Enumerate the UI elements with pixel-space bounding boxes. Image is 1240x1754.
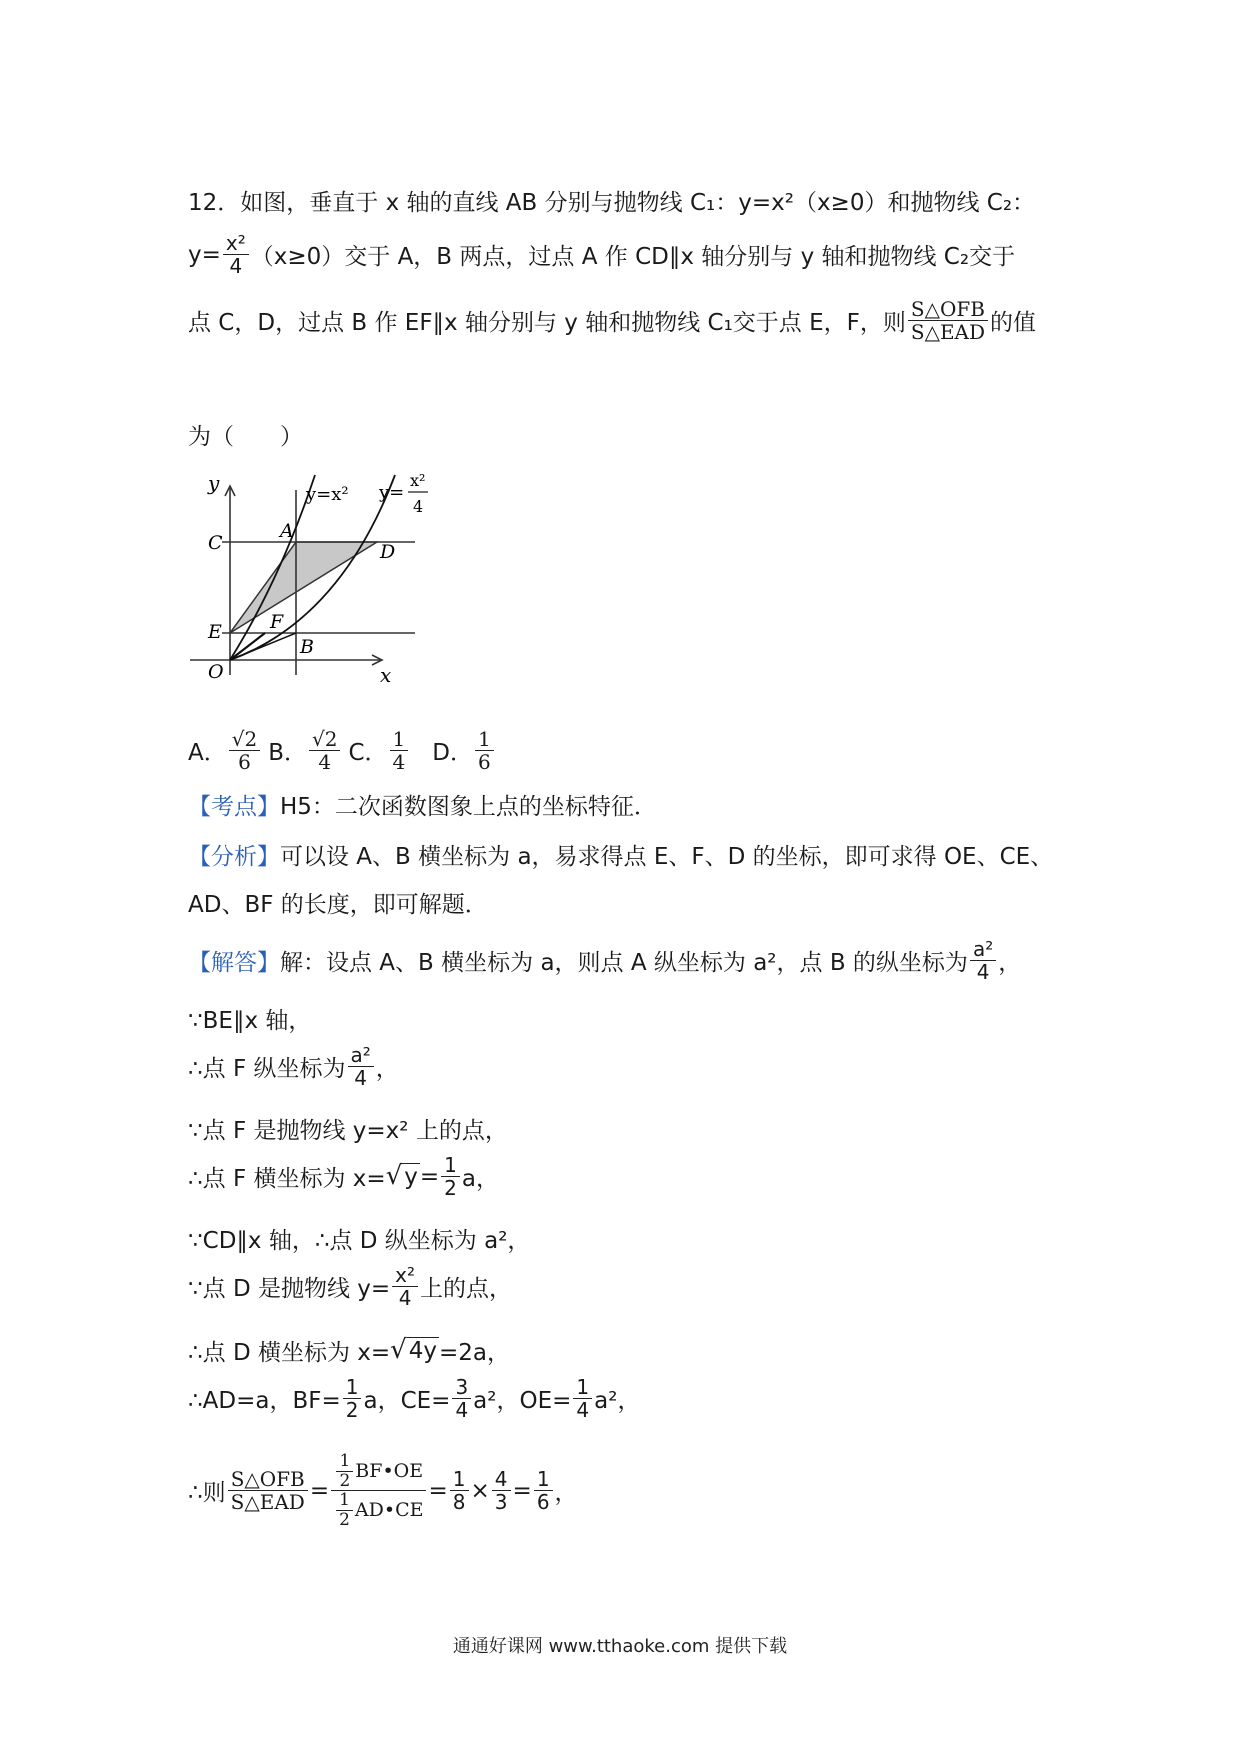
question-line-4 xyxy=(188,418,303,451)
step-7-prefix: ∴点 D 横坐标为 x= xyxy=(188,1340,391,1366)
fraction-denominator: 6 xyxy=(238,750,251,774)
times-sign: × xyxy=(470,1477,490,1504)
sqrt-radicand: 4y xyxy=(408,1338,437,1364)
step-9-eq-1: = xyxy=(309,1477,330,1504)
step-4-prefix: ∴点 F 横坐标为 x= xyxy=(188,1166,386,1192)
step-8 xyxy=(188,1376,640,1421)
fenxi-text-1: 可以设 A、B 横坐标为 a，易求得点 E、F、D 的坐标，即可求得 OE、CE、 xyxy=(280,844,1054,870)
option-c-label: C． xyxy=(348,740,388,766)
step-8-part-2: a，CE= xyxy=(363,1388,451,1414)
curve-c2-label-num: x² xyxy=(410,471,426,490)
x-axis-label: x xyxy=(380,663,392,687)
step-9-fraction-4-3 xyxy=(492,1468,511,1513)
fraction-denominator: 8 xyxy=(452,1490,466,1515)
radical-icon: √ xyxy=(385,1161,403,1191)
step-2 xyxy=(188,1044,399,1089)
fraction-numerator: 1 xyxy=(336,1452,353,1472)
fraction-numerator: x² xyxy=(392,1264,418,1287)
denominator-product: AD•CE xyxy=(354,1499,424,1522)
fenxi-text-2: AD、BF 的长度，即可解题． xyxy=(188,892,488,918)
step-2-fraction xyxy=(348,1044,374,1089)
step-9-eq-2: = xyxy=(428,1477,448,1504)
fraction-denominator: 2 xyxy=(444,1176,457,1200)
step-6-prefix: ∵点 D 是抛物线 y= xyxy=(188,1276,391,1302)
step-6-end: 上的点， xyxy=(420,1276,513,1302)
fraction-numerator: x² xyxy=(223,232,249,255)
fraction-area-ratio xyxy=(908,298,988,343)
option-d-label: D． xyxy=(432,740,473,766)
point-label-f: F xyxy=(270,611,284,633)
step-9-fraction-1-8 xyxy=(450,1468,469,1513)
jieda-end: ， xyxy=(998,950,1022,976)
option-b-label: B． xyxy=(268,740,307,766)
question-line-1 xyxy=(188,184,1035,217)
step-5 xyxy=(188,1222,530,1255)
fraction-numerator: S△OFB xyxy=(908,298,988,321)
fraction-denominator: S△EAD xyxy=(230,1490,305,1515)
step-6-fraction xyxy=(392,1264,418,1309)
step-9-fraction-1-6 xyxy=(534,1468,553,1513)
half-fraction xyxy=(336,1491,353,1529)
step-9 xyxy=(188,1452,578,1530)
options-row xyxy=(188,728,496,773)
kaodian-tag: 【考点】 xyxy=(188,794,280,820)
fraction-denominator: 2 xyxy=(339,1470,351,1491)
option-a-label: A． xyxy=(188,740,227,766)
fraction-denominator: 3 xyxy=(494,1490,508,1515)
point-label-c: C xyxy=(208,532,223,554)
step-8-fraction-3 xyxy=(573,1376,592,1421)
fraction-numerator: 1 xyxy=(441,1154,460,1177)
kaodian-text: H5：二次函数图象上点的坐标特征． xyxy=(280,794,657,820)
fenxi-line-2 xyxy=(188,886,488,919)
fraction-numerator: 1 xyxy=(475,728,494,751)
fraction-denominator: 4 xyxy=(229,254,243,278)
question-line-2 xyxy=(188,232,1015,277)
fraction-denominator: 4 xyxy=(354,1066,367,1090)
point-label-o: O xyxy=(208,661,224,683)
step-3 xyxy=(188,1112,508,1145)
fraction-denominator: 4 xyxy=(976,960,990,984)
sqrt-radicand: y xyxy=(404,1164,418,1190)
question-text-4: 为（ ） xyxy=(188,424,303,450)
fraction-denominator: 4 xyxy=(576,1398,590,1422)
step-8-part-1: ∴AD=a，BF= xyxy=(188,1388,341,1414)
point-label-e: E xyxy=(208,621,222,643)
page-footer: 通通好课网 www.tthaoke.com 提供下载 xyxy=(452,1636,788,1657)
fraction-x2-over-4 xyxy=(223,232,249,277)
fraction-a2-over-4 xyxy=(970,938,996,983)
fraction-numerator: 1 xyxy=(534,1468,553,1491)
question-text-3-suffix: 的值 xyxy=(990,310,1037,336)
step-4-fraction xyxy=(441,1154,460,1199)
fraction-numerator: 4 xyxy=(492,1468,511,1491)
step-8-fraction-2 xyxy=(452,1376,471,1421)
fraction-numerator: 1 xyxy=(573,1376,592,1399)
fraction-numerator: √2 xyxy=(309,728,340,751)
fraction-denominator: S△EAD xyxy=(910,320,986,344)
fenxi-tag: 【分析】 xyxy=(188,844,280,870)
step-7-end: =2a， xyxy=(439,1340,510,1366)
y-axis-label: y xyxy=(208,471,220,495)
option-d-value xyxy=(475,728,494,773)
fraction-numerator: 1 xyxy=(343,1376,362,1399)
step-9-eq-3: = xyxy=(512,1477,532,1504)
step-9-end: ， xyxy=(554,1480,578,1507)
fraction-numerator: 1 xyxy=(390,728,409,751)
question-text-2-prefix: y= xyxy=(188,241,221,268)
step-7 xyxy=(188,1334,510,1367)
step-8-part-4: a²， xyxy=(594,1388,641,1414)
step-9-compound-fraction xyxy=(331,1452,426,1530)
step-8-part-3: a²，OE= xyxy=(473,1388,572,1414)
question-text-3-prefix: 点 C，D，过点 B 作 EF∥x 轴分别与 y 轴和抛物线 C₁交于点 E，F，则 xyxy=(188,310,906,336)
sqrt-y xyxy=(386,1163,420,1190)
compound-numerator xyxy=(331,1452,426,1491)
sqrt-4y xyxy=(390,1337,439,1364)
jieda-line xyxy=(188,938,1021,983)
radical-icon: √ xyxy=(390,1335,407,1365)
step-2-end: ， xyxy=(375,1056,399,1082)
compound-denominator xyxy=(331,1491,426,1529)
question-text-1: 12．如图，垂直于 x 轴的直线 AB 分别与抛物线 C₁：y=x²（x≥0）和抛物线 C₂： xyxy=(188,190,1036,216)
fraction-numerator: 3 xyxy=(452,1376,471,1399)
fraction-denominator: 6 xyxy=(477,750,491,774)
step-4-eq: = xyxy=(419,1163,440,1190)
fraction-denominator: 4 xyxy=(455,1398,469,1422)
fraction-numerator: S△OFB xyxy=(228,1468,308,1491)
fenxi-line-1 xyxy=(188,838,1053,871)
jieda-text: 解：设点 A、B 横坐标为 a，则点 A 纵坐标为 a²，点 B 的纵坐标为 xyxy=(280,950,968,976)
step-3-text: ∵点 F 是抛物线 y=x² 上的点， xyxy=(188,1118,508,1144)
step-6 xyxy=(188,1264,512,1309)
fraction-numerator: 1 xyxy=(450,1468,469,1491)
fraction-denominator: 4 xyxy=(398,1286,412,1310)
half-fraction xyxy=(336,1452,353,1490)
step-9-prefix: ∴则 xyxy=(188,1480,226,1507)
jieda-tag: 【解答】 xyxy=(188,950,280,976)
fraction-numerator: a² xyxy=(348,1044,374,1067)
fraction-denominator: 4 xyxy=(318,750,332,774)
point-label-d: D xyxy=(380,541,396,563)
numerator-product: BF•OE xyxy=(355,1459,424,1482)
fraction-denominator: 2 xyxy=(339,1510,350,1531)
fraction-denominator: 6 xyxy=(536,1490,550,1515)
step-4-end: a， xyxy=(461,1166,500,1192)
curve-c2-label-den: 4 xyxy=(413,497,424,516)
fraction-numerator: √2 xyxy=(229,728,260,751)
point-label-b: B xyxy=(300,636,314,658)
question-line-3 xyxy=(188,298,1036,343)
kaodian-line xyxy=(188,788,657,821)
step-8-fraction-1 xyxy=(343,1376,362,1421)
step-9-area-ratio xyxy=(228,1468,308,1513)
step-5-text: ∵CD∥x 轴，∴点 D 纵坐标为 a²， xyxy=(188,1228,531,1254)
fraction-numerator: 1 xyxy=(336,1491,353,1511)
parabola-figure xyxy=(180,470,430,695)
question-text-2-suffix: （x≥0）交于 A，B 两点，过点 A 作 CD∥x 轴分别与 y 轴和抛物线 C₂交于 xyxy=(250,244,1016,270)
option-c-value xyxy=(390,728,409,773)
fraction-denominator: 4 xyxy=(392,750,406,774)
step-2-prefix: ∴点 F 纵坐标为 xyxy=(188,1056,346,1082)
fraction-denominator: 2 xyxy=(345,1398,359,1422)
fraction-numerator: a² xyxy=(970,938,996,961)
option-b-value xyxy=(309,728,340,773)
curve-c1-label: y=x² xyxy=(306,484,349,505)
option-a-value xyxy=(229,728,260,773)
step-4 xyxy=(188,1154,499,1199)
step-1 xyxy=(188,1002,311,1035)
point-label-a: A xyxy=(280,520,294,542)
step-1-text: ∵BE∥x 轴， xyxy=(188,1008,312,1034)
curve-c2-label-prefix: y= xyxy=(379,482,405,503)
